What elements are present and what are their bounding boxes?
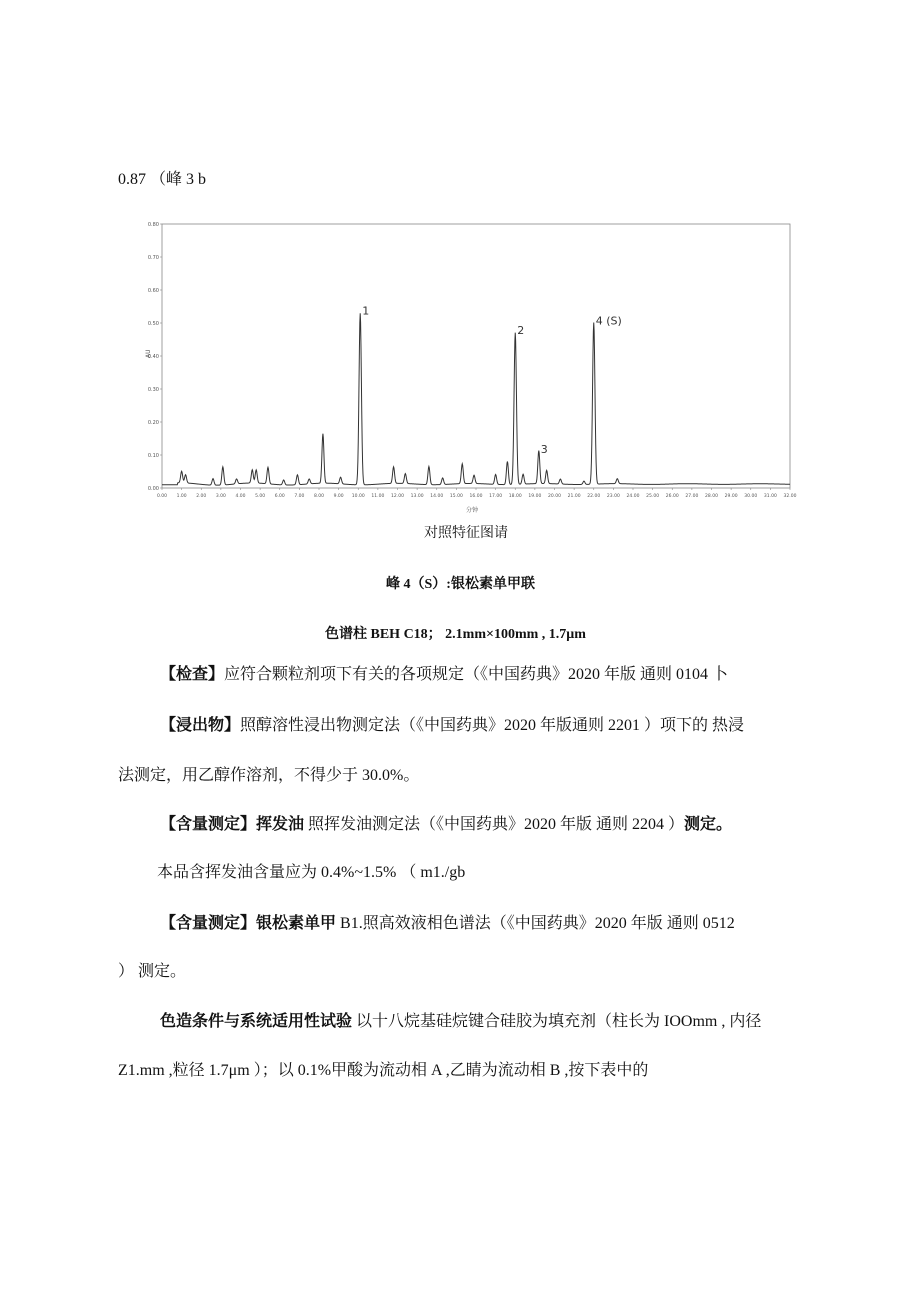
- check-text: 应符合颗粒剂项下有关的各项规定（《中国药典》2020 年版 通则 0104 卜: [224, 666, 729, 683]
- assay1-paragraph: [160, 815, 732, 835]
- x-tick-label: 5.00: [255, 494, 266, 499]
- x-tick-label: 9.00: [333, 494, 344, 499]
- x-tick-label: 21.00: [567, 494, 581, 499]
- assay1-label: 【含量测定】: [160, 816, 257, 833]
- y-tick-label: 0.20: [147, 420, 159, 426]
- chromatogram-chart: [145, 218, 797, 518]
- x-tick-label: 31.00: [763, 494, 777, 499]
- y-tick-label: 0.40: [147, 354, 159, 360]
- x-tick-label: 17.00: [489, 494, 503, 499]
- chromatogram-trace: [162, 313, 790, 485]
- extract-label: 【浸出物】: [160, 717, 241, 734]
- x-axis-label: 分钟: [465, 507, 479, 514]
- x-tick-label: 0.00: [156, 494, 168, 499]
- x-tick-label: 8.00: [313, 494, 325, 499]
- conditions-paragraph: [160, 1012, 761, 1032]
- y-tick-label: 0.00: [147, 486, 159, 492]
- x-tick-label: 2.00: [196, 494, 207, 499]
- peak-labels: [362, 304, 622, 456]
- y-tick-label: 0.50: [147, 321, 159, 327]
- assay2-line2: ） 测定。: [118, 963, 187, 980]
- x-tick-label: 19.00: [528, 494, 542, 499]
- x-tick-label: 6.00: [274, 494, 285, 499]
- x-tick-label: 1.00: [176, 494, 187, 499]
- check-paragraph: [160, 665, 728, 685]
- assay1-limit: 本品含挥发油含量应为 0.4%~1.5% （ m1./gb: [157, 864, 466, 881]
- y-tick-label: 0.60: [147, 288, 159, 294]
- peak-label: 1: [362, 304, 370, 318]
- x-tick-label: 28.00: [705, 494, 718, 499]
- x-axis-ticks: [157, 488, 797, 499]
- conditions-line2: Z1.mm ,粒径 1.7μm ）；以 0.1%甲酸为流动相 A ,乙睛为流动相 B ,按下表中的: [118, 1062, 649, 1079]
- peak-label: 3: [540, 443, 548, 456]
- x-tick-label: 4.00: [235, 494, 246, 499]
- peak-label: 4 (S): [595, 314, 622, 328]
- x-tick-label: 14.00: [430, 494, 444, 499]
- x-tick-label: 13.00: [410, 494, 424, 499]
- assay1-term: 挥发油: [256, 816, 305, 833]
- extract-line1: 照醇溶性浸出物测定法（《中国药典》2020 年版通则 2201 ）项下的 热浸: [240, 717, 745, 734]
- extract-line2: 法测定，用乙醇作溶剂，不得少于 30.0%。: [118, 767, 420, 784]
- y-axis-label: AU: [145, 349, 152, 358]
- check-label: 【检查】: [160, 666, 225, 683]
- y-tick-label: 0.30: [147, 387, 159, 393]
- x-tick-label: 16.00: [469, 494, 483, 499]
- y-tick-label: 0.80: [147, 222, 159, 228]
- y-tick-label: 0.10: [147, 453, 159, 459]
- y-tick-label: 0.70: [147, 255, 159, 261]
- x-tick-label: 18.00: [508, 494, 522, 499]
- conditions-line1: 以十八烷基硅烷键合硅胶为填充剂（柱长为 IOOmm , 内径: [352, 1013, 762, 1030]
- conditions-label: 色造条件与系统适用性试验: [160, 1013, 353, 1030]
- x-tick-label: 3.00: [215, 494, 226, 499]
- x-tick-label: 15.00: [449, 494, 463, 499]
- assay2-label: 【含量测定】: [160, 915, 257, 932]
- x-tick-label: 23.00: [606, 494, 620, 499]
- x-tick-label: 12.00: [391, 494, 404, 499]
- x-tick-label: 29.00: [724, 494, 738, 499]
- peak-label: 2: [517, 324, 525, 338]
- assay1-text: 照挥发油测定法（《中国药典》2020 年版 通则 2204 ）: [304, 816, 685, 833]
- assay1-tail: 测定。: [684, 816, 733, 833]
- assay2-line1: B1.照高效液相色谱法（《中国药典》2020 年版 通则 0512: [336, 915, 735, 932]
- plot-frame: [162, 224, 790, 488]
- assay2-term: 银松素单甲: [256, 915, 337, 932]
- x-tick-label: 11.00: [371, 494, 385, 499]
- x-tick-label: 25.00: [646, 494, 660, 499]
- x-tick-label: 32.00: [783, 494, 797, 499]
- header-line: 0.87 （峰 3 b: [118, 171, 207, 188]
- assay2-paragraph: [160, 914, 735, 934]
- x-tick-label: 24.00: [626, 494, 640, 499]
- column-info: 色谱柱 BEH C18； 2.1mm×100mm , 1.7μm: [325, 627, 586, 642]
- extract-paragraph: [160, 716, 744, 736]
- x-tick-label: 27.00: [685, 494, 699, 499]
- x-tick-label: 20.00: [548, 494, 561, 499]
- x-tick-label: 7.00: [294, 494, 305, 499]
- x-tick-label: 10.00: [351, 494, 365, 499]
- x-tick-label: 26.00: [665, 494, 679, 499]
- x-tick-label: 22.00: [587, 494, 601, 499]
- x-tick-label: 30.00: [744, 494, 758, 499]
- chart-caption: 对照特征图请: [424, 525, 508, 541]
- peak-note: 峰 4（S）:银松素单甲联: [386, 577, 535, 592]
